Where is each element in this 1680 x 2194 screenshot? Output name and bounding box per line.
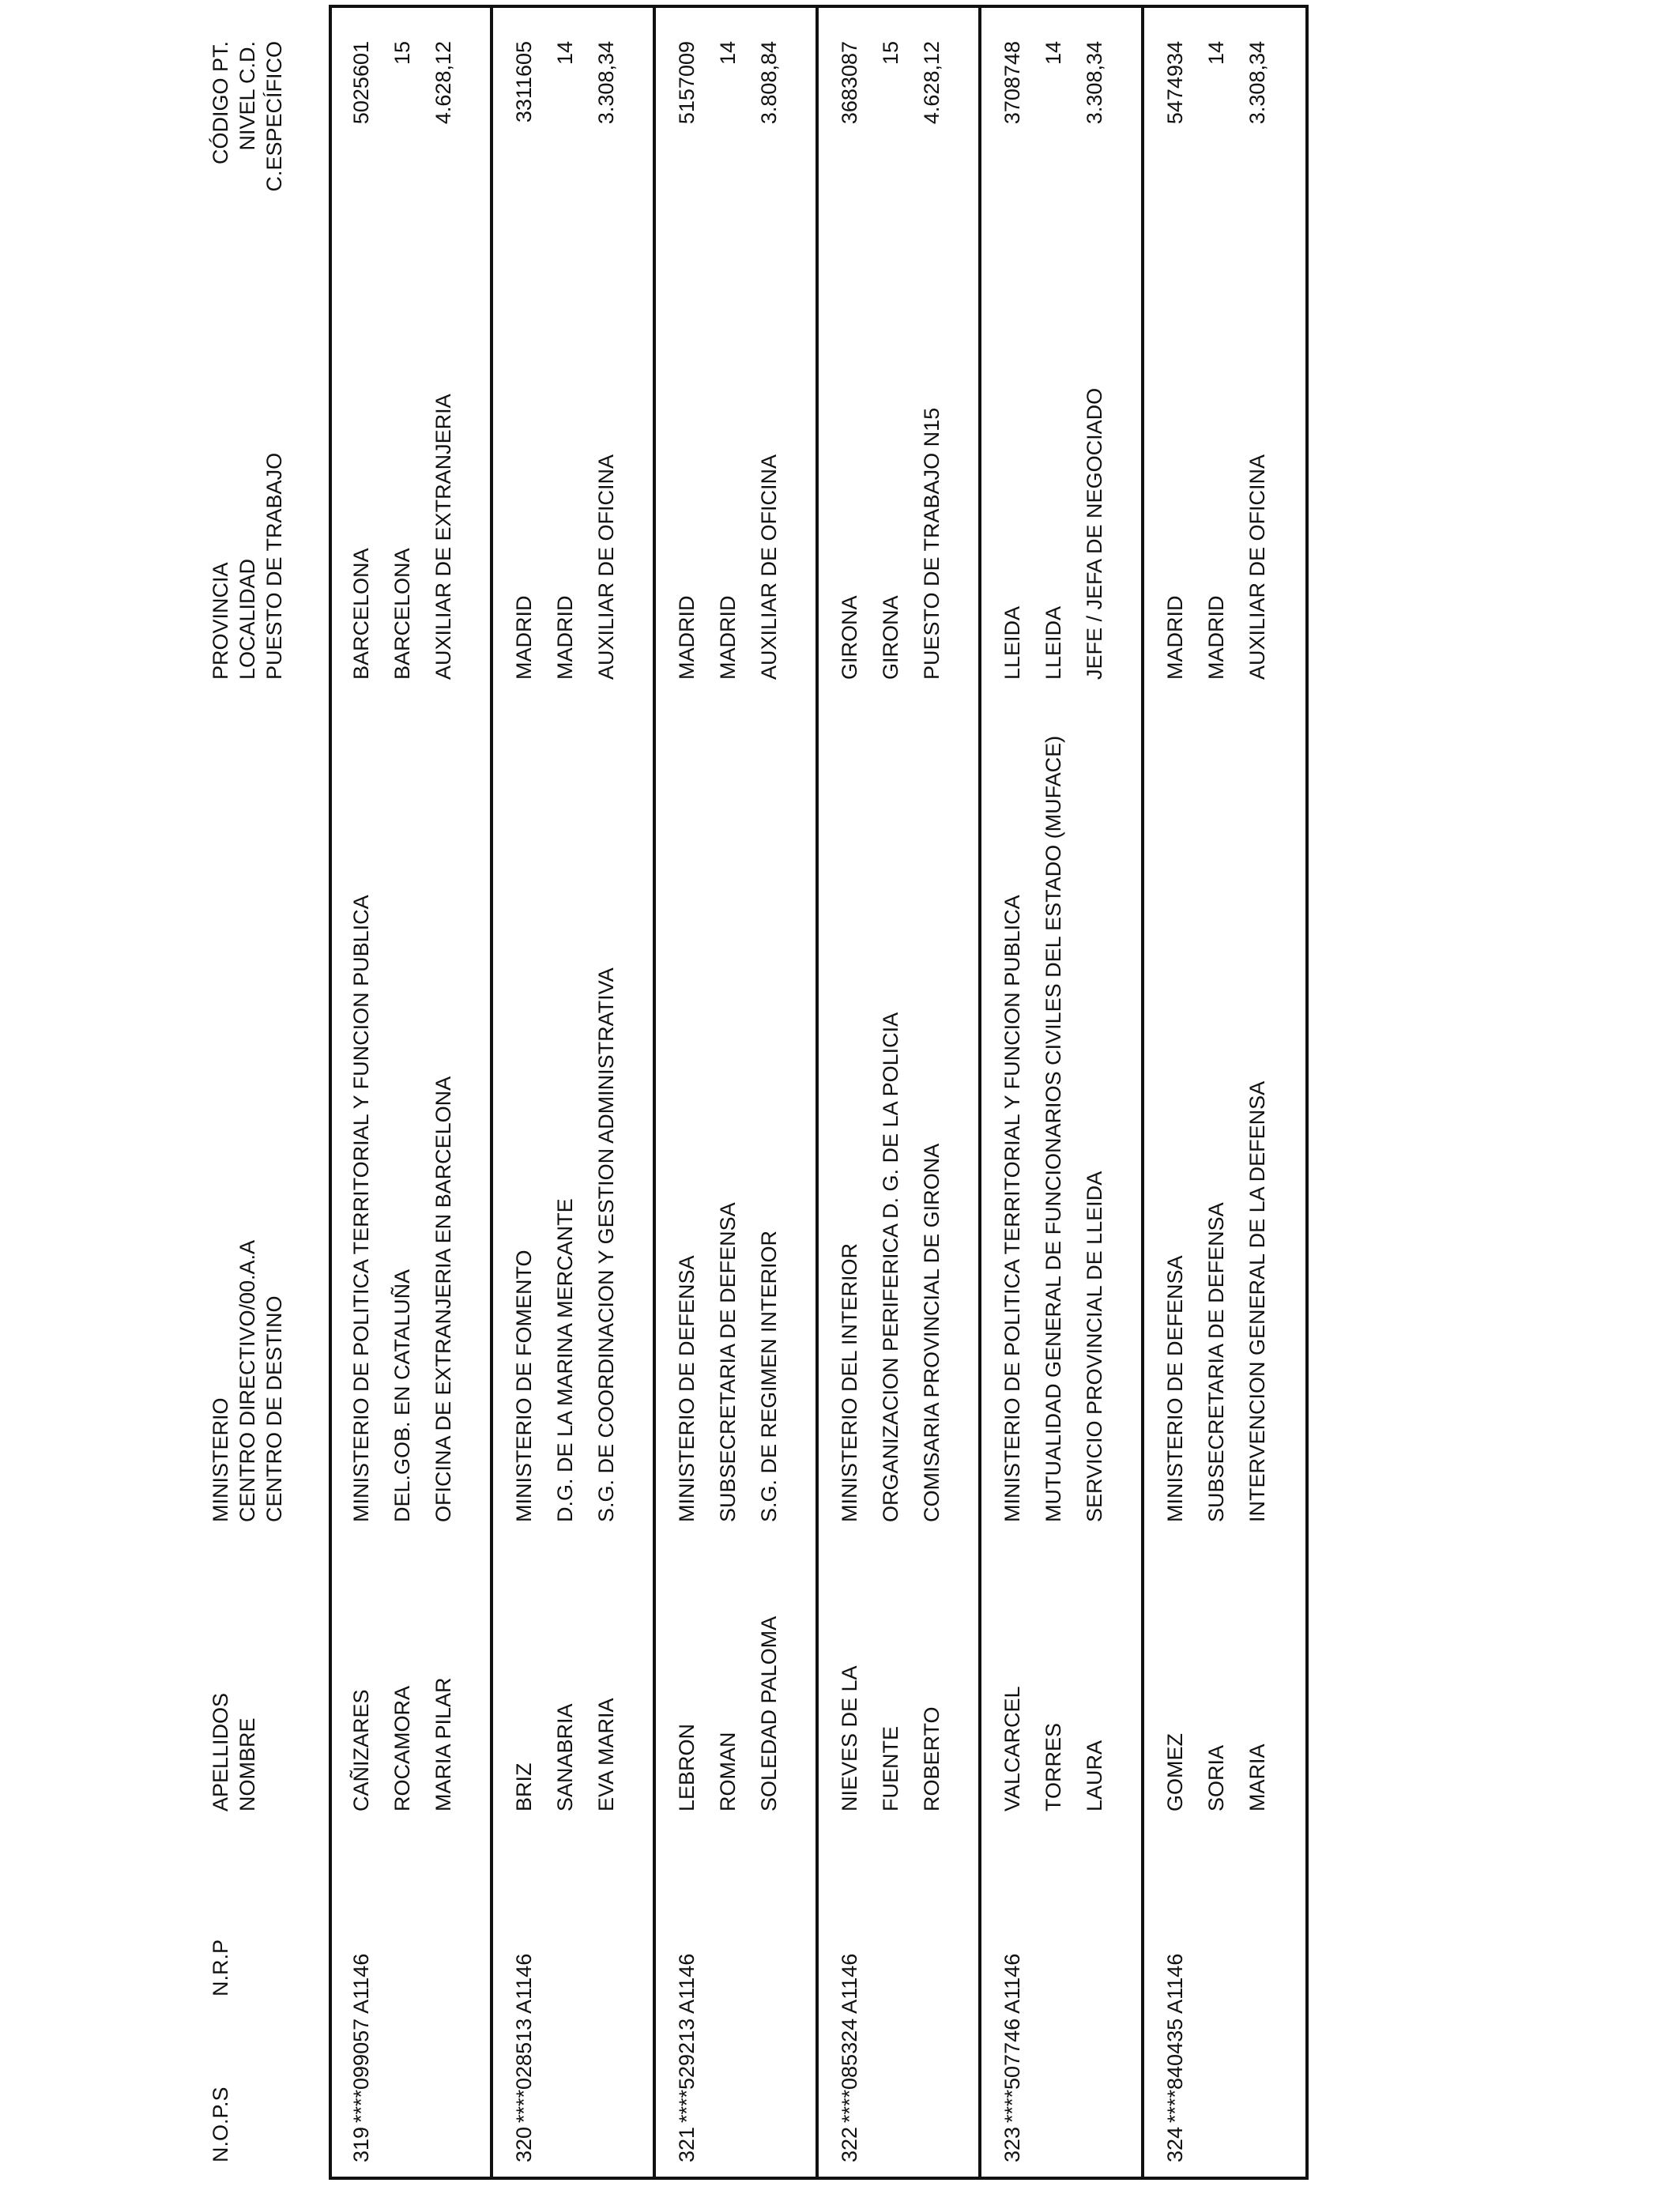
header-especifico: C.ESPECÍFICO [262,41,286,192]
header-localidad: LOCALIDAD [235,558,259,680]
apellido1-cell: NIEVES DE LA [838,1665,861,1811]
nombre-cell: SOLEDAD PALOMA [757,1615,781,1811]
nivel-cell: 14 [1204,41,1228,66]
localidad-cell: MADRID [553,595,577,680]
provincia-cell: MADRID [512,595,536,680]
table-row [817,0,980,2194]
codigo-cell: 5157009 [675,41,699,125]
especifico-cell: 4.628,12 [920,41,944,125]
puesto-cell: AUXILIAR DE OFICINA [594,454,618,680]
localidad-cell: BARCELONA [390,548,414,680]
nombre-cell: MARIA PILAR [431,1677,455,1811]
puesto-cell: AUXILIAR DE OFICINA [757,454,781,680]
nops-cell: 321 [675,2126,699,2162]
localidad-cell: LLEIDA [1042,605,1065,680]
puesto-cell: JEFE / JEFA DE NEGOCIADO [1083,387,1106,680]
codigo-cell: 5025601 [349,41,373,125]
centro-destino-cell: S.G. DE COORDINACION Y GESTION ADMINISTRATIVA [594,967,618,1522]
centro-destino-cell: COMISARIA PROVINCIAL DE GIRONA [920,1143,944,1522]
apellido1-cell: LEBRON [675,1723,699,1811]
centro-directivo-cell: DEL.GOB. EN CATALUÑA [390,1269,414,1522]
header-apellidos: APELLIDOS [209,1692,232,1811]
table-row [654,0,817,2194]
provincia-cell: GIRONA [838,595,861,680]
table-row [329,0,492,2194]
especifico-cell: 4.628,12 [431,41,455,125]
nops-cell: 323 [1000,2126,1024,2162]
ministerio-cell: MINISTERIO DEL INTERIOR [838,1242,861,1522]
nrp-cell: ****085324 A1146 [838,1953,861,2123]
nombre-cell: MARIA [1245,1744,1269,1811]
nops-cell: 324 [1163,2126,1187,2162]
codigo-cell: 5474934 [1163,41,1187,125]
header-codigo: CÓDIGO PT. [209,41,232,165]
especifico-cell: 3.308,34 [1245,41,1269,125]
codigo-cell: 3311605 [512,41,536,123]
header-nops: N.O.P.S [209,2087,232,2162]
table-row [980,0,1143,2194]
nrp-cell: ****529213 A1146 [675,1953,699,2123]
table-row [1143,0,1305,2194]
apellido1-cell: CAÑIZARES [349,1689,373,1811]
header-centro-destino: CENTRO DE DESTINO [262,1295,286,1522]
header-nombre: NOMBRE [235,1717,259,1811]
header-centro-directivo: CENTRO DIRECTIVO/00.A.A [235,1239,259,1522]
apellido2-cell: ROMAN [716,1732,740,1811]
ministerio-cell: MINISTERIO DE DEFENSA [1163,1255,1187,1522]
apellido2-cell: ROCAMORA [390,1685,414,1811]
nops-cell: 319 [349,2126,373,2162]
header-provincia: PROVINCIA [209,562,232,680]
nivel-cell: 15 [879,41,902,66]
table-row [492,0,654,2194]
header-puesto: PUESTO DE TRABAJO [262,452,286,680]
puesto-cell: AUXILIAR DE EXTRANJERIA [431,394,455,680]
apellido2-cell: FUENTE [879,1726,902,1811]
nombre-cell: EVA MARIA [594,1698,618,1811]
apellido2-cell: SANABRIA [553,1703,577,1811]
apellido1-cell: GOMEZ [1163,1733,1187,1811]
nrp-cell: ****507746 A1146 [1000,1953,1024,2123]
nrp-cell: ****028513 A1146 [512,1953,536,2123]
codigo-cell: 3708748 [1000,41,1024,125]
especifico-cell: 3.308,34 [1083,41,1106,125]
nops-cell: 320 [512,2126,536,2162]
especifico-cell: 3.808,84 [757,41,781,125]
especifico-cell: 3.308,34 [594,41,618,125]
centro-destino-cell: S.G. DE REGIMEN INTERIOR [757,1230,781,1522]
ministerio-cell: MINISTERIO DE POLITICA TERRITORIAL Y FUNCION PUBLICA [1000,895,1024,1522]
puesto-cell: PUESTO DE TRABAJO N15 [920,407,944,680]
nops-cell: 322 [838,2126,861,2162]
localidad-cell: GIRONA [879,595,902,680]
nivel-cell: 14 [553,41,577,66]
centro-directivo-cell: MUTUALIDAD GENERAL DE FUNCIONARIOS CIVILES DEL ESTADO (MUFACE) [1042,735,1065,1522]
apellido1-cell: VALCARCEL [1000,1686,1024,1811]
nrp-cell: ****840435 A1146 [1163,1953,1187,2123]
header-nivel: NIVEL C.D. [235,41,259,151]
provincia-cell: BARCELONA [349,548,373,680]
localidad-cell: MADRID [716,595,740,680]
centro-directivo-cell: SUBSECRETARIA DE DEFENSA [1204,1202,1228,1522]
ministerio-cell: MINISTERIO DE DEFENSA [675,1255,699,1522]
centro-directivo-cell: ORGANIZACION PERIFERICA D. G. DE LA POLICIA [879,1012,902,1522]
ministerio-cell: MINISTERIO DE FOMENTO [512,1250,536,1522]
header-nrp: N.R.P [209,1939,232,1996]
puesto-cell: AUXILIAR DE OFICINA [1245,454,1269,680]
nombre-cell: ROBERTO [920,1706,944,1811]
apellido2-cell: TORRES [1042,1722,1065,1811]
centro-destino-cell: INTERVENCION GENERAL DE LA DEFENSA [1245,1080,1269,1522]
centro-destino-cell: SERVICIO PROVINCIAL DE LLEIDA [1083,1171,1106,1522]
centro-directivo-cell: D.G. DE LA MARINA MERCANTE [553,1198,577,1522]
centro-directivo-cell: SUBSECRETARIA DE DEFENSA [716,1202,740,1522]
centro-destino-cell: OFICINA DE EXTRANJERIA EN BARCELONA [431,1076,455,1522]
provincia-cell: MADRID [1163,595,1187,680]
localidad-cell: MADRID [1204,595,1228,680]
nombre-cell: LAURA [1083,1740,1106,1811]
provincia-cell: LLEIDA [1000,605,1024,680]
nivel-cell: 15 [390,41,414,66]
nivel-cell: 14 [716,41,740,66]
apellido2-cell: SORIA [1204,1744,1228,1811]
nivel-cell: 14 [1042,41,1065,66]
ministerio-cell: MINISTERIO DE POLITICA TERRITORIAL Y FUNCION PUBLICA [349,895,373,1522]
nrp-cell: ****099057 A1146 [349,1953,373,2123]
header-ministerio: MINISTERIO [209,1397,232,1522]
codigo-cell: 3683087 [838,41,861,125]
provincia-cell: MADRID [675,595,699,680]
apellido1-cell: BRIZ [512,1762,536,1811]
